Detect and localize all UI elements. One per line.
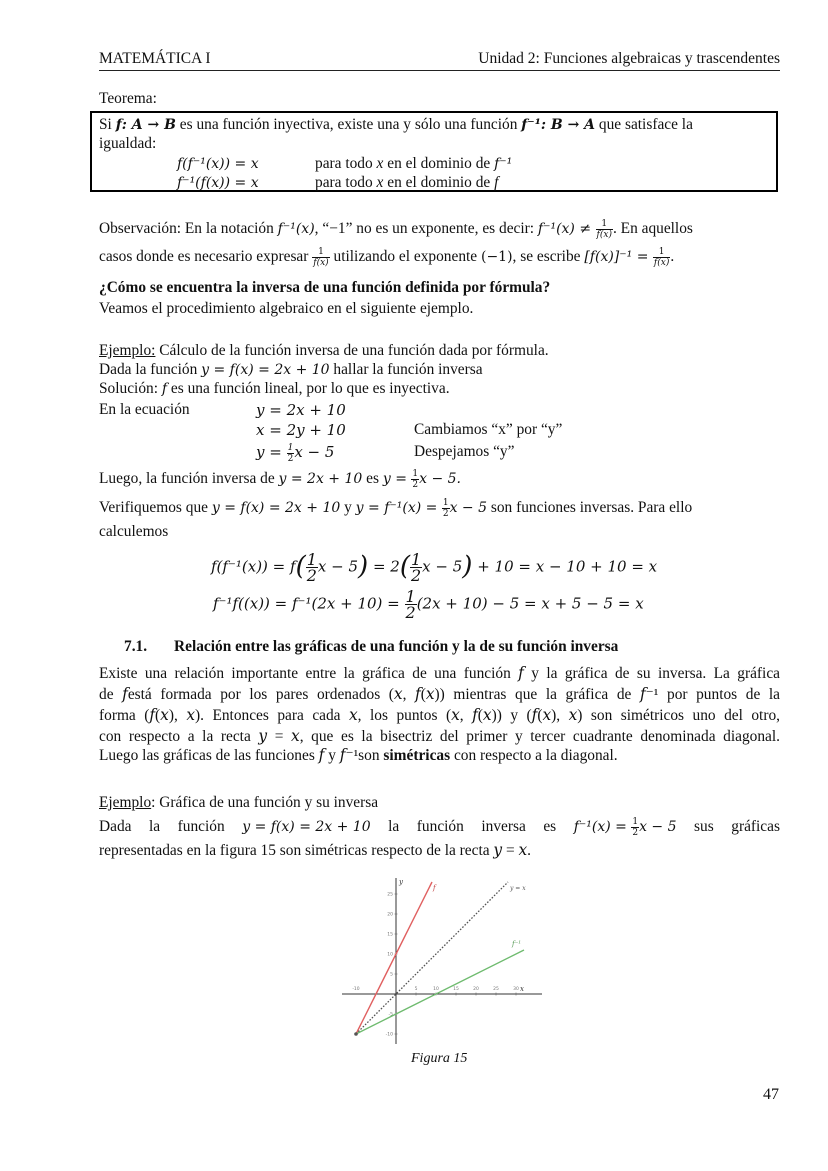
section-para-line-5: Luego las gráficas de las funciones 𝑓 y 𝑓⁻¹son simétricas con respecto a la diagonal. <box>99 747 618 764</box>
intersection-point <box>354 1032 358 1036</box>
calculate-label: calculemos <box>99 523 169 540</box>
x-tick-label: -10 <box>352 987 360 992</box>
figure-15-graph <box>336 870 546 1048</box>
verify-line: Verifiquemos que y = f(x) = 2x + 10 y y = f⁻¹(x) = $\frac{1}{2}$ x − 5 son funciones inversas. Para ello <box>99 498 693 519</box>
example-1-solution: Solución: f es una función lineal, por lo que es inyectiva. <box>99 380 450 397</box>
example-2-line-2: representadas en la figura 15 son simétricas respecto de la recta 𝑦 = 𝑥. <box>99 842 532 859</box>
example-2-line-1: Dada la función y = f(x) = 2x + 10 la función inversa es f⁻¹(x) = $\frac{1}{2}$ x − 5 sus gráficas <box>99 817 780 838</box>
x-tick-label: 10 <box>433 987 439 992</box>
label-x-axis: x <box>520 985 524 993</box>
intro-text: Veamos el procedimiento algebraico en el siguiente ejemplo. <box>99 300 474 317</box>
series-line-f <box>356 882 432 1034</box>
section-number: 7.1. <box>124 638 148 655</box>
example-1-given: Dada la función y = f(x) = 2x + 10 hallar la función inversa <box>99 361 483 378</box>
header-unit: Unidad 2: Funciones algebraicas y trascendentes <box>478 50 780 67</box>
question-heading: ¿Cómo se encuentra la inversa de una función definida por fórmula? <box>99 279 551 296</box>
theorem-equation-1: f(f⁻¹(x)) = x <box>177 156 259 172</box>
y-tick-label: -10 <box>385 1032 393 1038</box>
section-para-line-2: de 𝑓está formada por los pares ordenados (𝑥, 𝑓(𝑥)) mientras que la gráfica de 𝑓⁻¹ por puntos de la <box>99 686 780 703</box>
calculation-2: f⁻¹f((x)) = f⁻¹(2x + 10) = $\frac{1}{2}$ (2x + 10) − 5 = x + 5 − 5 = x <box>213 587 644 622</box>
theorem-equation-2: f⁻¹(f(x)) = x <box>177 175 259 191</box>
y-tick-label: 20 <box>387 912 393 918</box>
step-1: y = 2x + 10 <box>256 401 346 419</box>
x-tick-label: 5 <box>414 987 418 992</box>
page-number: 47 <box>763 1086 779 1103</box>
label-f: f <box>433 884 436 892</box>
observation-line-1: Observación: En la notación f⁻¹(x), “−1” no es un exponente, es decir: f⁻¹(x) ≠ $\frac{1}{f(x)}$ . En aquellos <box>99 219 693 240</box>
theorem-note-1: para todo x en el dominio de f⁻¹ <box>315 155 513 172</box>
header-course: MATEMÁTICA I <box>99 50 211 67</box>
label-diagonal: y = x <box>510 885 526 892</box>
section-title: Relación entre las gráficas de una función y la de su función inversa <box>174 638 619 655</box>
y-tick-label: 10 <box>387 952 393 958</box>
step-2: x = 2y + 10 <box>256 421 346 439</box>
figure-caption: Figura 15 <box>411 1051 468 1066</box>
x-tick-label: 15 <box>453 987 459 992</box>
section-para-line-1: Existe una relación importante entre la gráfica de una función 𝑓 y la gráfica de su inversa. La gráfica <box>99 665 780 682</box>
theorem-line-1: Si f: A → B es una función inyectiva, existe una y sólo una función f⁻¹: B → A que satisface la <box>99 116 693 133</box>
step-2-note: Cambiamos “x” por “y” <box>414 421 563 438</box>
fraction-one-over-fx: $\frac{1}{f(x)}$ <box>596 219 612 240</box>
x-tick-label: 30 <box>513 987 519 992</box>
inverse-result: Luego, la función inversa de y = 2x + 10 es y = $\frac{1}{2}$ x − 5. <box>99 469 461 490</box>
y-tick-label: 25 <box>387 892 393 898</box>
section-para-line-3: forma (𝑓(𝑥), 𝑥). Entonces para cada 𝑥, los puntos (𝑥, 𝑓(𝑥)) y (𝑓(𝑥), 𝑥) son simétricos uno del otro, <box>99 707 780 724</box>
step-3: y = $\frac{1}{2}$ x − 5 <box>256 442 335 464</box>
calculation-1: f(f⁻¹(x)) = f( $\frac{1}{2}$ x − 5) = 2( $\frac{1}{2}$ x − 5) + 10 = x − 10 + 10 = x <box>211 550 658 585</box>
step-3-note: Despejamos “y” <box>414 443 515 460</box>
series-line-diagonal <box>356 882 508 1034</box>
x-tick-label: 20 <box>473 987 479 992</box>
x-tick-label: 25 <box>493 987 499 992</box>
page-header <box>99 50 780 71</box>
section-para-line-4: con respecto a la recta 𝑦 = 𝑥, que es la bisectriz del primer y tercer cuadrante denominada diagonal. <box>99 728 780 745</box>
example-2-title: Ejemplo: Gráfica de una función y su inversa <box>99 794 379 811</box>
example-1-title: Ejemplo: Cálculo de la función inversa de una función dada por fórmula. <box>99 342 549 359</box>
y-tick-label: 5 <box>390 972 393 978</box>
equation-label: En la ecuación <box>99 401 190 418</box>
y-tick-label: -5 <box>388 1012 393 1018</box>
label-y-axis: y <box>399 878 403 886</box>
theorem-line-2: igualdad: <box>99 135 157 152</box>
theorem-note-2: para todo x en el dominio de f <box>315 174 499 191</box>
label-f-inverse: f⁻¹ <box>512 940 522 948</box>
observation-line-2: casos donde es necesario expresar $\frac{1}{f(x)}$ utilizando el exponente (−1), se escribe [f(x)]⁻¹ = $\frac{1}{f(x)}$ . <box>99 247 675 268</box>
series-line-f-inverse <box>356 950 524 1034</box>
theorem-heading: Teorema: <box>99 90 157 107</box>
y-tick-label: 15 <box>387 932 393 938</box>
